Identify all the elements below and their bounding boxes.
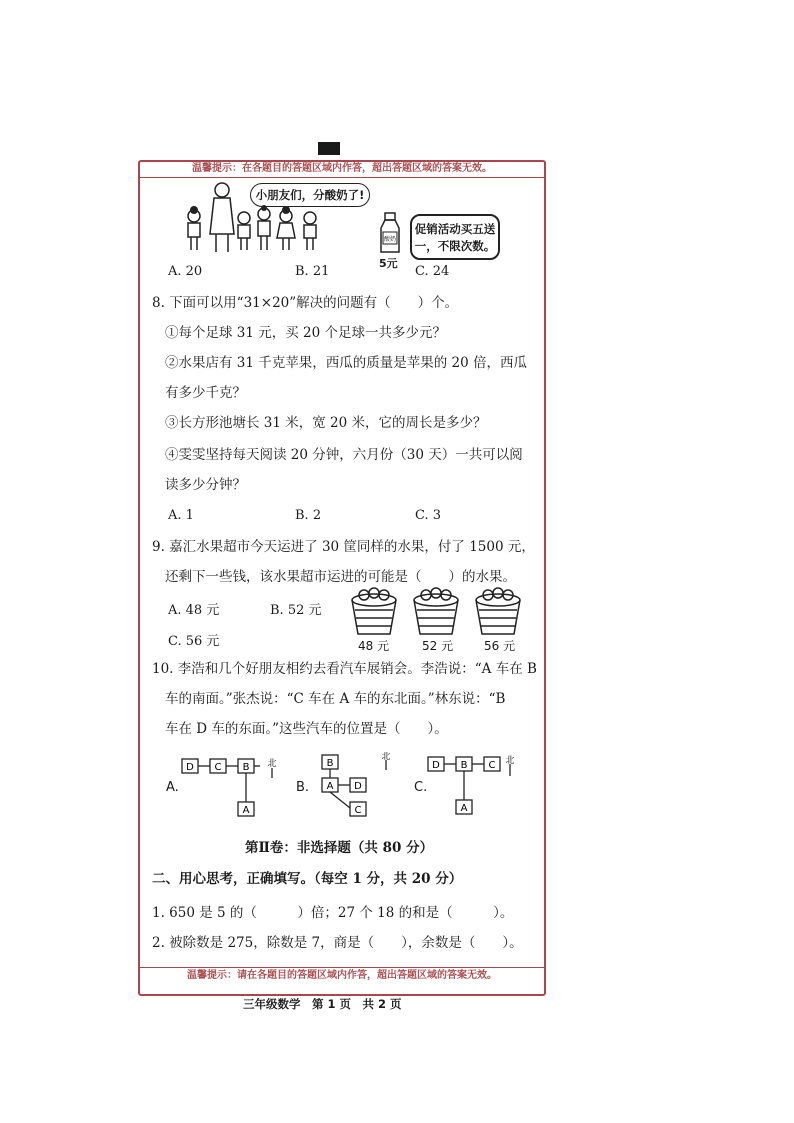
car-c: C (354, 805, 362, 816)
speech-bubble: 小朋友们，分酸奶了! (250, 183, 370, 207)
car-c: C (214, 762, 222, 773)
q7-option-b: B. 21 (295, 264, 330, 279)
car-d: D (354, 781, 362, 792)
basket-56-icon (476, 588, 520, 634)
bottle-price: 5元 (379, 257, 398, 270)
basket-price-56: 56 元 (484, 639, 516, 653)
q9-option-c: C. 56 元 (168, 634, 220, 649)
q10-option-c: C. (414, 780, 428, 795)
part2-title: 第Ⅱ卷：非选择题（共 80 分） (245, 840, 434, 856)
fill-q2: 2. 被除数是 275，除数是 7，商是（ ），余数是（ ）。 (152, 935, 523, 951)
q7-option-a: A. 20 (168, 264, 203, 279)
q8-item-3: ③长方形池塘长 31 米，宽 20 米，它的周长是多少？ (165, 415, 487, 431)
q8-item-2-cont: 有多少千克？ (165, 385, 246, 401)
q8-item-4-cont: 读多少分钟？ (165, 477, 246, 493)
q8-option-b: B. 2 (295, 508, 322, 523)
q8-option-c: C. 3 (415, 508, 442, 523)
car-a: A (460, 803, 468, 814)
car-a: A (242, 805, 250, 816)
car-b: B (326, 758, 334, 769)
promo-line-2: 一，不限次数。 (414, 239, 496, 253)
part2-section: 二、用心思考，正确填写。（每空 1 分，共 20 分） (152, 871, 463, 887)
north-label: 北 (381, 752, 391, 762)
promo-line-1: 促销活动买五送 (414, 222, 496, 236)
car-d: D (186, 762, 194, 773)
car-a: A (326, 781, 334, 792)
car-c: C (488, 760, 496, 771)
north-label: 北 (505, 756, 515, 766)
yogurt-bottle-icon (378, 212, 402, 254)
diagram-a (180, 756, 280, 820)
diagram-b (318, 752, 398, 820)
scan-marker (318, 142, 340, 155)
basket-52-icon (414, 588, 458, 634)
q10-stem-3: 车在 D 车的东面。”这些汽车的位置是（ ）。 (165, 721, 448, 737)
fill-q1: 1. 650 是 5 的（ ）倍；27 个 18 的和是（ ）。 (152, 905, 514, 921)
fruit-baskets (350, 586, 526, 638)
q10-stem-2: 车的南面。”张杰说：“C 车在 A 车的东北面。”林东说：“B (165, 691, 506, 707)
q10-stem-1: 10. 李浩和几个好朋友相约去看汽车展销会。李浩说：“A 车在 B (152, 661, 537, 677)
q8-option-a: A. 1 (168, 508, 194, 523)
q9-stem-1: 9. 嘉汇水果超市今天运进了 30 筐同样的水果，付了 1500 元， (152, 539, 535, 555)
car-b: B (460, 760, 468, 771)
q10-option-b: B. (296, 780, 310, 795)
basket-price-52: 52 元 (422, 639, 454, 653)
q8-item-2: ②水果店有 31 千克苹果，西瓜的质量是苹果的 20 倍，西瓜 (165, 355, 528, 371)
q9-stem-2: 还剩下一些钱，该水果超市运进的可能是（ ）的水果。 (165, 569, 516, 585)
north-label: 北 (267, 759, 277, 769)
q8-stem: 8. 下面可以用“31×20”解决的问题有（ ）个。 (152, 295, 459, 311)
car-b: B (242, 762, 250, 773)
q8-item-1: ①每个足球 31 元，买 20 个足球一共多少元？ (165, 325, 447, 341)
bottle-label: 酸奶 (383, 236, 397, 243)
basket-price-48: 48 元 (358, 639, 390, 653)
diagram-c (426, 752, 526, 820)
q10-option-a: A. (166, 780, 179, 795)
q9-option-b: B. 52 元 (270, 603, 322, 618)
promo-box (410, 214, 500, 260)
tip-top: 温馨提示：在各题目的答题区域内作答，超出答题区域的答案无效。 (140, 161, 544, 178)
q9-option-a: A. 48 元 (168, 603, 220, 618)
car-d: D (432, 760, 440, 771)
page-footer: 三年级数学 第 1 页 共 2 页 (243, 997, 402, 1011)
q7-option-c: C. 24 (415, 264, 450, 279)
q8-item-4: ④雯雯坚持每天阅读 20 分钟，六月份（30 天）一共可以阅 (165, 447, 523, 463)
basket-48-icon (352, 588, 396, 634)
tip-bottom: 温馨提示：请在各题目的答题区域内作答，超出答题区域的答案无效。 (140, 967, 544, 984)
